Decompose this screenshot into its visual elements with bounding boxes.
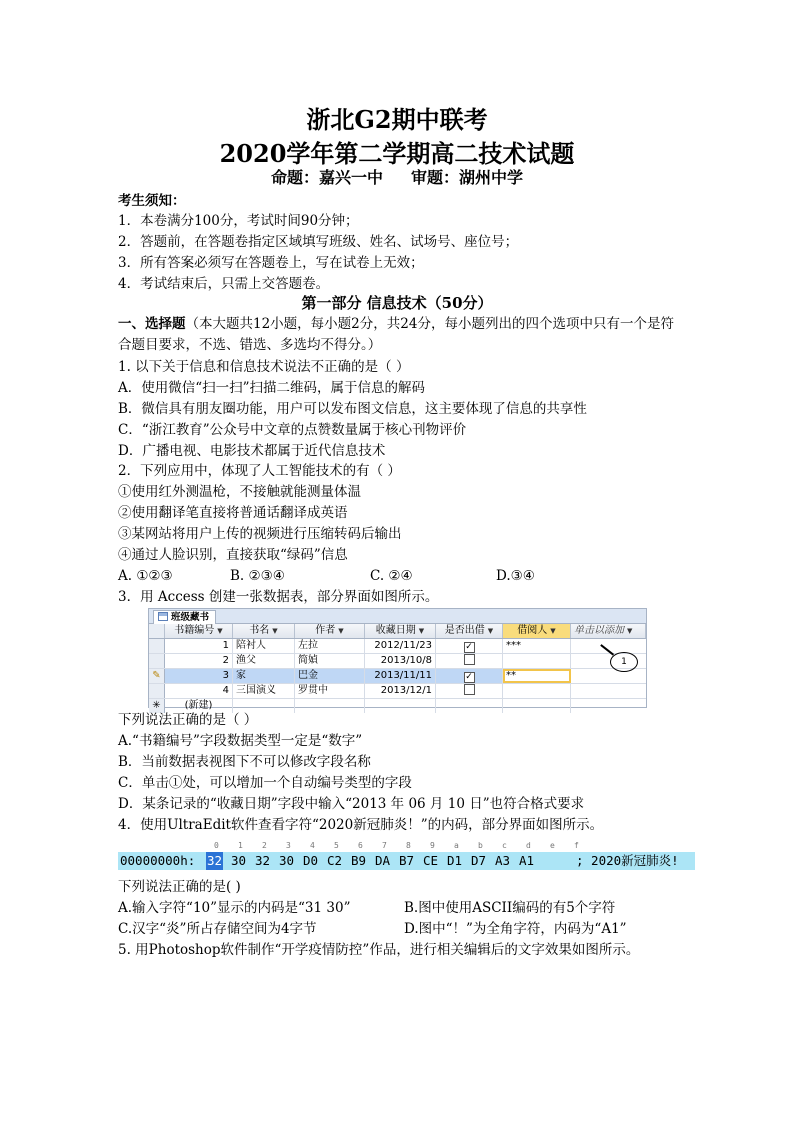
column-header-label: 作者 <box>315 625 336 636</box>
table-cell-checkbox[interactable] <box>436 669 503 683</box>
table-cell[interactable]: 家 <box>233 669 295 683</box>
question-5-stem: 5. 用Photoshop软件制作“开学疫情防控”作品，进行相关编辑后的文字效果如图所示。 <box>118 942 640 958</box>
question-1-option-a: A．使用微信“扫一扫”扫描二维码，属于信息的解码 <box>118 380 426 396</box>
table-cell-checkbox[interactable] <box>436 639 503 653</box>
checkbox[interactable]: ✓ <box>465 672 473 682</box>
table-cell-checkbox[interactable] <box>436 684 503 698</box>
row-selector[interactable] <box>149 639 165 653</box>
part-title: 第一部分 信息技术（50分） <box>301 294 493 312</box>
dropdown-arrow-icon: ▼ <box>627 627 633 635</box>
ruler-label: 4 <box>310 841 315 850</box>
table-cell[interactable]: 渔父 <box>233 654 295 668</box>
proposer-text: 命题：嘉兴一中 <box>270 168 383 187</box>
new-record-icon[interactable]: ✳ <box>149 699 165 713</box>
column-header-label: 是否出借 <box>444 625 485 636</box>
dropdown-arrow-icon: ▼ <box>418 627 425 635</box>
ruler-label: 7 <box>382 841 387 850</box>
access-table-screenshot <box>148 608 647 711</box>
table-cell[interactable]: 简媜 <box>295 654 365 668</box>
exam-title-line2: 2020学年第二学期高二技术试题 <box>219 139 575 168</box>
checkbox[interactable]: ✓ <box>465 642 473 652</box>
question-4-option-a: A.输入字符“10”显示的内码是“31 30” <box>118 900 351 916</box>
ruler-label: 9 <box>430 841 435 850</box>
table-cell[interactable]: *** <box>503 639 571 653</box>
notice-item: 2．答题前，在答题卷指定区域填写班级、姓名、试场号、座位号； <box>118 234 519 250</box>
notice-heading: 考生须知： <box>118 193 186 209</box>
table-cell[interactable]: 4 <box>165 684 233 698</box>
table-cell[interactable] <box>365 699 436 713</box>
column-header[interactable] <box>233 624 295 638</box>
row-selector[interactable] <box>149 684 165 698</box>
question-1-option-b: B．微信具有朋友圈功能，用户可以发布图文信息，这主要体现了信息的共享性 <box>118 401 587 417</box>
ruler-label: a <box>454 841 459 850</box>
question-3-prompt: 下列说法正确的是（ ） <box>118 712 258 728</box>
ruler-label: 3 <box>286 841 291 850</box>
question-3-option-a: A.“书籍编号”字段数据类型一定是“数字” <box>118 733 363 749</box>
table-row[interactable] <box>149 654 646 669</box>
question-2-option-c: C. ②④ <box>370 568 413 584</box>
question-1-option-d: D．广播电视、电影技术都属于近代信息技术 <box>118 443 386 459</box>
hex-byte[interactable]: D1 <box>447 853 463 868</box>
column-header-row <box>149 624 646 639</box>
hex-byte[interactable]: CE <box>423 853 439 868</box>
ruler-label: 1 <box>238 841 243 850</box>
question-1-stem: 1. 以下关于信息和信息技术说法不正确的是（ ） <box>118 359 410 375</box>
hex-text-preview: ; 2020新冠肺炎! <box>576 853 679 868</box>
table-cell[interactable]: 2 <box>165 654 233 668</box>
column-header-label: 书名 <box>249 625 270 636</box>
question-3-option-d: D．某条记录的“收藏日期”字段中输入“2013 年 06 月 10 日”也符合格式要求 <box>118 796 585 812</box>
hex-byte[interactable]: D7 <box>471 853 487 868</box>
hex-byte[interactable]: A3 <box>495 853 511 868</box>
table-cell[interactable]: 三国演义 <box>233 684 295 698</box>
hex-address: 00000000h: <box>120 853 196 868</box>
column-header-label: 收藏日期 <box>375 625 416 636</box>
column-header[interactable] <box>436 624 503 638</box>
pencil-icon[interactable]: ✎ <box>149 669 165 683</box>
table-cell[interactable]: 左拉 <box>295 639 365 653</box>
question-4-prompt: 下列说法正确的是( ) <box>118 879 241 895</box>
table-icon <box>158 612 168 621</box>
hex-byte[interactable]: B9 <box>351 853 367 868</box>
question-3-option-c: C．单击①处，可以增加一个自动编号类型的字段 <box>118 775 412 791</box>
column-header-label: 书籍编号 <box>174 625 215 636</box>
column-header-selected[interactable] <box>503 624 571 638</box>
exam-credits <box>0 165 794 188</box>
ruler-label: 5 <box>334 841 339 850</box>
hex-byte[interactable]: B7 <box>399 853 415 868</box>
table-cell-editing[interactable]: ** <box>503 669 571 683</box>
column-header-label: 单击以添加 <box>574 625 624 636</box>
question-4-option-d: D.图中“！”为全角字符，内码为“A1” <box>404 921 627 937</box>
question-2-option-b: B. ②③④ <box>230 568 285 584</box>
question-4-stem: 4．使用UltraEdit软件查看字符“2020新冠肺炎！”的内码，部分界面如图所示。 <box>118 817 604 833</box>
table-tab-label: 班级藏书 <box>171 612 210 623</box>
column-header[interactable] <box>295 624 365 638</box>
column-header[interactable] <box>165 624 233 638</box>
table-tab[interactable] <box>153 610 216 624</box>
question-4-option-c: C.汉字“炎”所占存储空间为4字节 <box>118 921 317 937</box>
dropdown-arrow-icon: ▼ <box>550 627 556 635</box>
ruler-label: d <box>526 841 531 850</box>
hex-byte[interactable]: DA <box>375 853 391 868</box>
access-tab-bar <box>149 609 646 624</box>
notice-item: 3．所有答案必须写在答题卷上，写在试卷上无效； <box>118 255 424 271</box>
section-description: （本大题共12小题，每小题2分，共24分，每小题列出的四个选项中只有一个是符合题目要求，不选、错选、多选均不得分。） <box>118 316 674 353</box>
question-2-option-a: A. ①②③ <box>118 568 173 584</box>
table-cell[interactable] <box>503 654 571 668</box>
question-2-option-d: D.③④ <box>496 568 535 584</box>
dropdown-arrow-icon: ▼ <box>272 627 278 635</box>
hex-column-ruler <box>118 841 695 852</box>
ultraedit-hex-view <box>118 841 695 871</box>
add-field-header[interactable] <box>571 624 646 638</box>
ruler-label: c <box>502 841 507 850</box>
select-all-corner[interactable] <box>149 624 165 638</box>
column-header-label: 借阅人 <box>517 625 548 636</box>
question-3-stem: 3．用 Access 创建一张数据表，部分界面如图所示。 <box>118 589 439 605</box>
table-cell[interactable] <box>503 699 571 713</box>
question-2-item: ②使用翻译笔直接将普通话翻译成英语 <box>118 505 348 521</box>
table-cell[interactable]: 2012/11/23 <box>365 639 436 653</box>
notice-item: 4．考试结束后，只需上交答题卷。 <box>118 276 330 292</box>
table-cell-checkbox[interactable] <box>436 654 503 668</box>
table-cell[interactable]: 罗贯中 <box>295 684 365 698</box>
hex-data-row[interactable] <box>118 852 695 870</box>
reviewer-text: 审题：湖州中学 <box>411 168 524 187</box>
ruler-label: b <box>478 841 483 850</box>
table-cell[interactable]: 2013/12/1 <box>365 684 436 698</box>
hex-byte[interactable]: C2 <box>327 853 343 868</box>
table-cell[interactable]: 3 <box>165 669 233 683</box>
question-3-option-b: B．当前数据表视图下不可以修改字段名称 <box>118 754 371 770</box>
exam-title-line1: 浙北G2期中联考 <box>306 105 488 134</box>
ruler-label: 0 <box>214 841 219 850</box>
row-selector[interactable] <box>149 654 165 668</box>
question-1-option-c: C．“浙江教育”公众号中文章的点赞数量属于核心刊物评价 <box>118 422 467 438</box>
dropdown-arrow-icon: ▼ <box>487 627 494 635</box>
hex-byte[interactable]: D0 <box>303 853 319 868</box>
checkbox[interactable] <box>464 684 475 695</box>
table-cell[interactable] <box>295 699 365 713</box>
table-cell[interactable] <box>571 684 646 698</box>
column-header[interactable] <box>365 624 436 638</box>
table-cell[interactable]: 陪衬人 <box>233 639 295 653</box>
table-row-selected[interactable] <box>149 669 646 684</box>
checkbox[interactable] <box>464 654 475 665</box>
question-2-item: ①使用红外测温枪，不接触就能测量体温 <box>118 484 361 500</box>
section-intro <box>118 314 683 356</box>
ruler-label: 2 <box>262 841 267 850</box>
section-label: 一、选择题 <box>118 316 186 332</box>
hex-byte[interactable]: 32 <box>255 853 271 868</box>
ruler-label: f <box>574 841 579 850</box>
ruler-label: 8 <box>406 841 411 850</box>
hex-byte[interactable]: 30 <box>279 853 295 868</box>
table-row[interactable] <box>149 684 646 699</box>
table-cell[interactable]: 2013/11/11 <box>365 669 436 683</box>
table-cell[interactable] <box>571 699 646 713</box>
dropdown-arrow-icon: ▼ <box>217 627 223 635</box>
notice-item: 1．本卷满分100分，考试时间90分钟； <box>118 213 359 229</box>
callout-marker: 1 <box>610 652 638 672</box>
table-cell[interactable]: 2013/10/8 <box>365 654 436 668</box>
table-cell[interactable] <box>503 684 571 698</box>
hex-byte[interactable]: 30 <box>231 853 247 868</box>
hex-byte-selected[interactable]: 32 <box>207 853 223 868</box>
datasheet-grid <box>149 624 646 713</box>
table-cell[interactable]: 1 <box>165 639 233 653</box>
ruler-label: 6 <box>358 841 363 850</box>
question-2-item: ④通过人脸识别，直接获取“绿码”信息 <box>118 547 348 563</box>
dropdown-arrow-icon: ▼ <box>338 627 344 635</box>
question-2-stem: 2．下列应用中，体现了人工智能技术的有（ ） <box>118 463 401 479</box>
table-cell[interactable] <box>436 699 503 713</box>
table-row[interactable] <box>149 639 646 654</box>
hex-byte[interactable]: A1 <box>519 853 535 868</box>
table-cell[interactable] <box>571 669 646 683</box>
new-record-label[interactable]: (新建) <box>165 699 233 713</box>
question-4-option-b: B.图中使用ASCII编码的有5个字符 <box>404 900 616 916</box>
table-cell[interactable]: 巴金 <box>295 669 365 683</box>
question-2-item: ③某网站将用户上传的视频进行压缩转码后输出 <box>118 526 402 542</box>
ruler-label: e <box>550 841 555 850</box>
